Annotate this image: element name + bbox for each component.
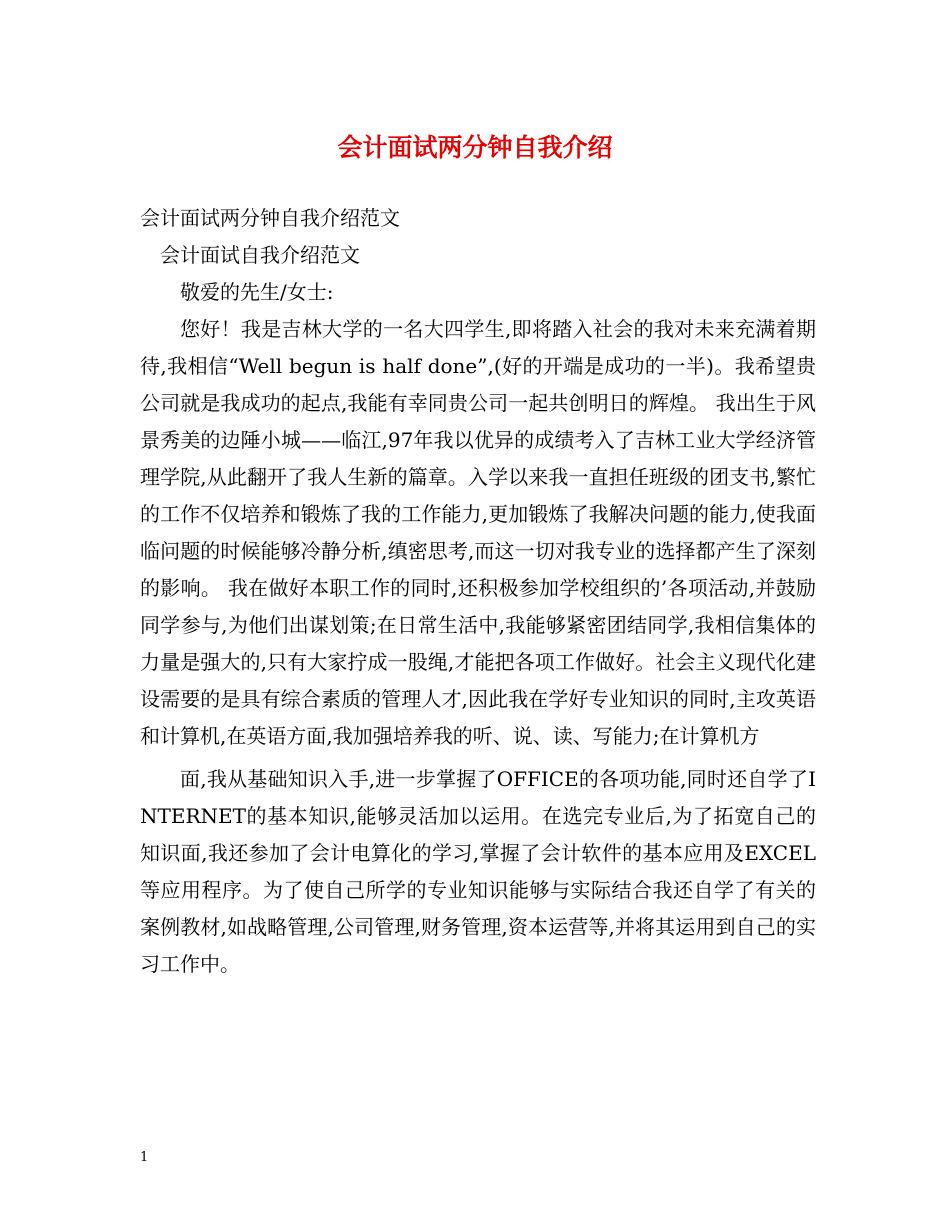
- salutation: 敬爱的先生/女士:: [180, 280, 334, 304]
- paragraph-1: 您好！我是吉林大学的一名大四学生,即将踏入社会的我对未来充满着期待,我相信“Well begun is half done”,(好的开端是成功的一半)。我希望贵公司就是我成功的起点,我能有幸同贵公司一起共创明日的辉煌。 我出生于风景秀美的边陲小城——临江,97年我以优异的成绩考入了吉林工业大学经济管理学院,从此翻开了我人生新的篇章。入学以来我一直担任班级的团支书,繁忙的工作不仅培养和锻炼了我的工作能力,更加锻炼了我解决问题的能力,使我面临问题的时候能够冷静分析,缜密思考,而这一切对我专业的选择都产生了深刻的影响。 我在做好本职工作的同时,还积极参加学校组织的’各项活动,并鼓励同学参与,为他们出谋划策;在日常生活中,我能够紧密团结同学,我相信集体的力量是强大的,只有大家拧成一股绳,才能把各项工作做好。社会主义现代化建设需要的是具有综合素质的管理人才,因此我在学好专业知识的同时,主攻英语和计算机,在英语方面,我加强培养我的听、说、读、写能力;在计算机方: [140, 317, 816, 748]
- heading-line-2: 会计面试自我介绍范文: [160, 243, 360, 267]
- paragraph-2: 面,我从基础知识入手,进一步掌握了OFFICE的各项功能,同时还自学了INTERNET的基本知识,能够灵活加以运用。在选完专业后,为了拓宽自己的知识面,我还参加了会计电算化的学习,掌握了会计软件的基本应用及EXCEL等应用程序。为了使自己所学的专业知识能够与实际结合我还自学了有关的案例教材,如战略管理,公司管理,财务管理,资本运营等,并将其运用到自己的实习工作中。: [140, 767, 816, 976]
- document-title: 会计面试两分钟自我介绍: [337, 133, 613, 162]
- document-body: [140, 200, 816, 983]
- heading-line-1: 会计面试两分钟自我介绍范文: [140, 206, 400, 230]
- page-number: 1: [140, 1150, 149, 1165]
